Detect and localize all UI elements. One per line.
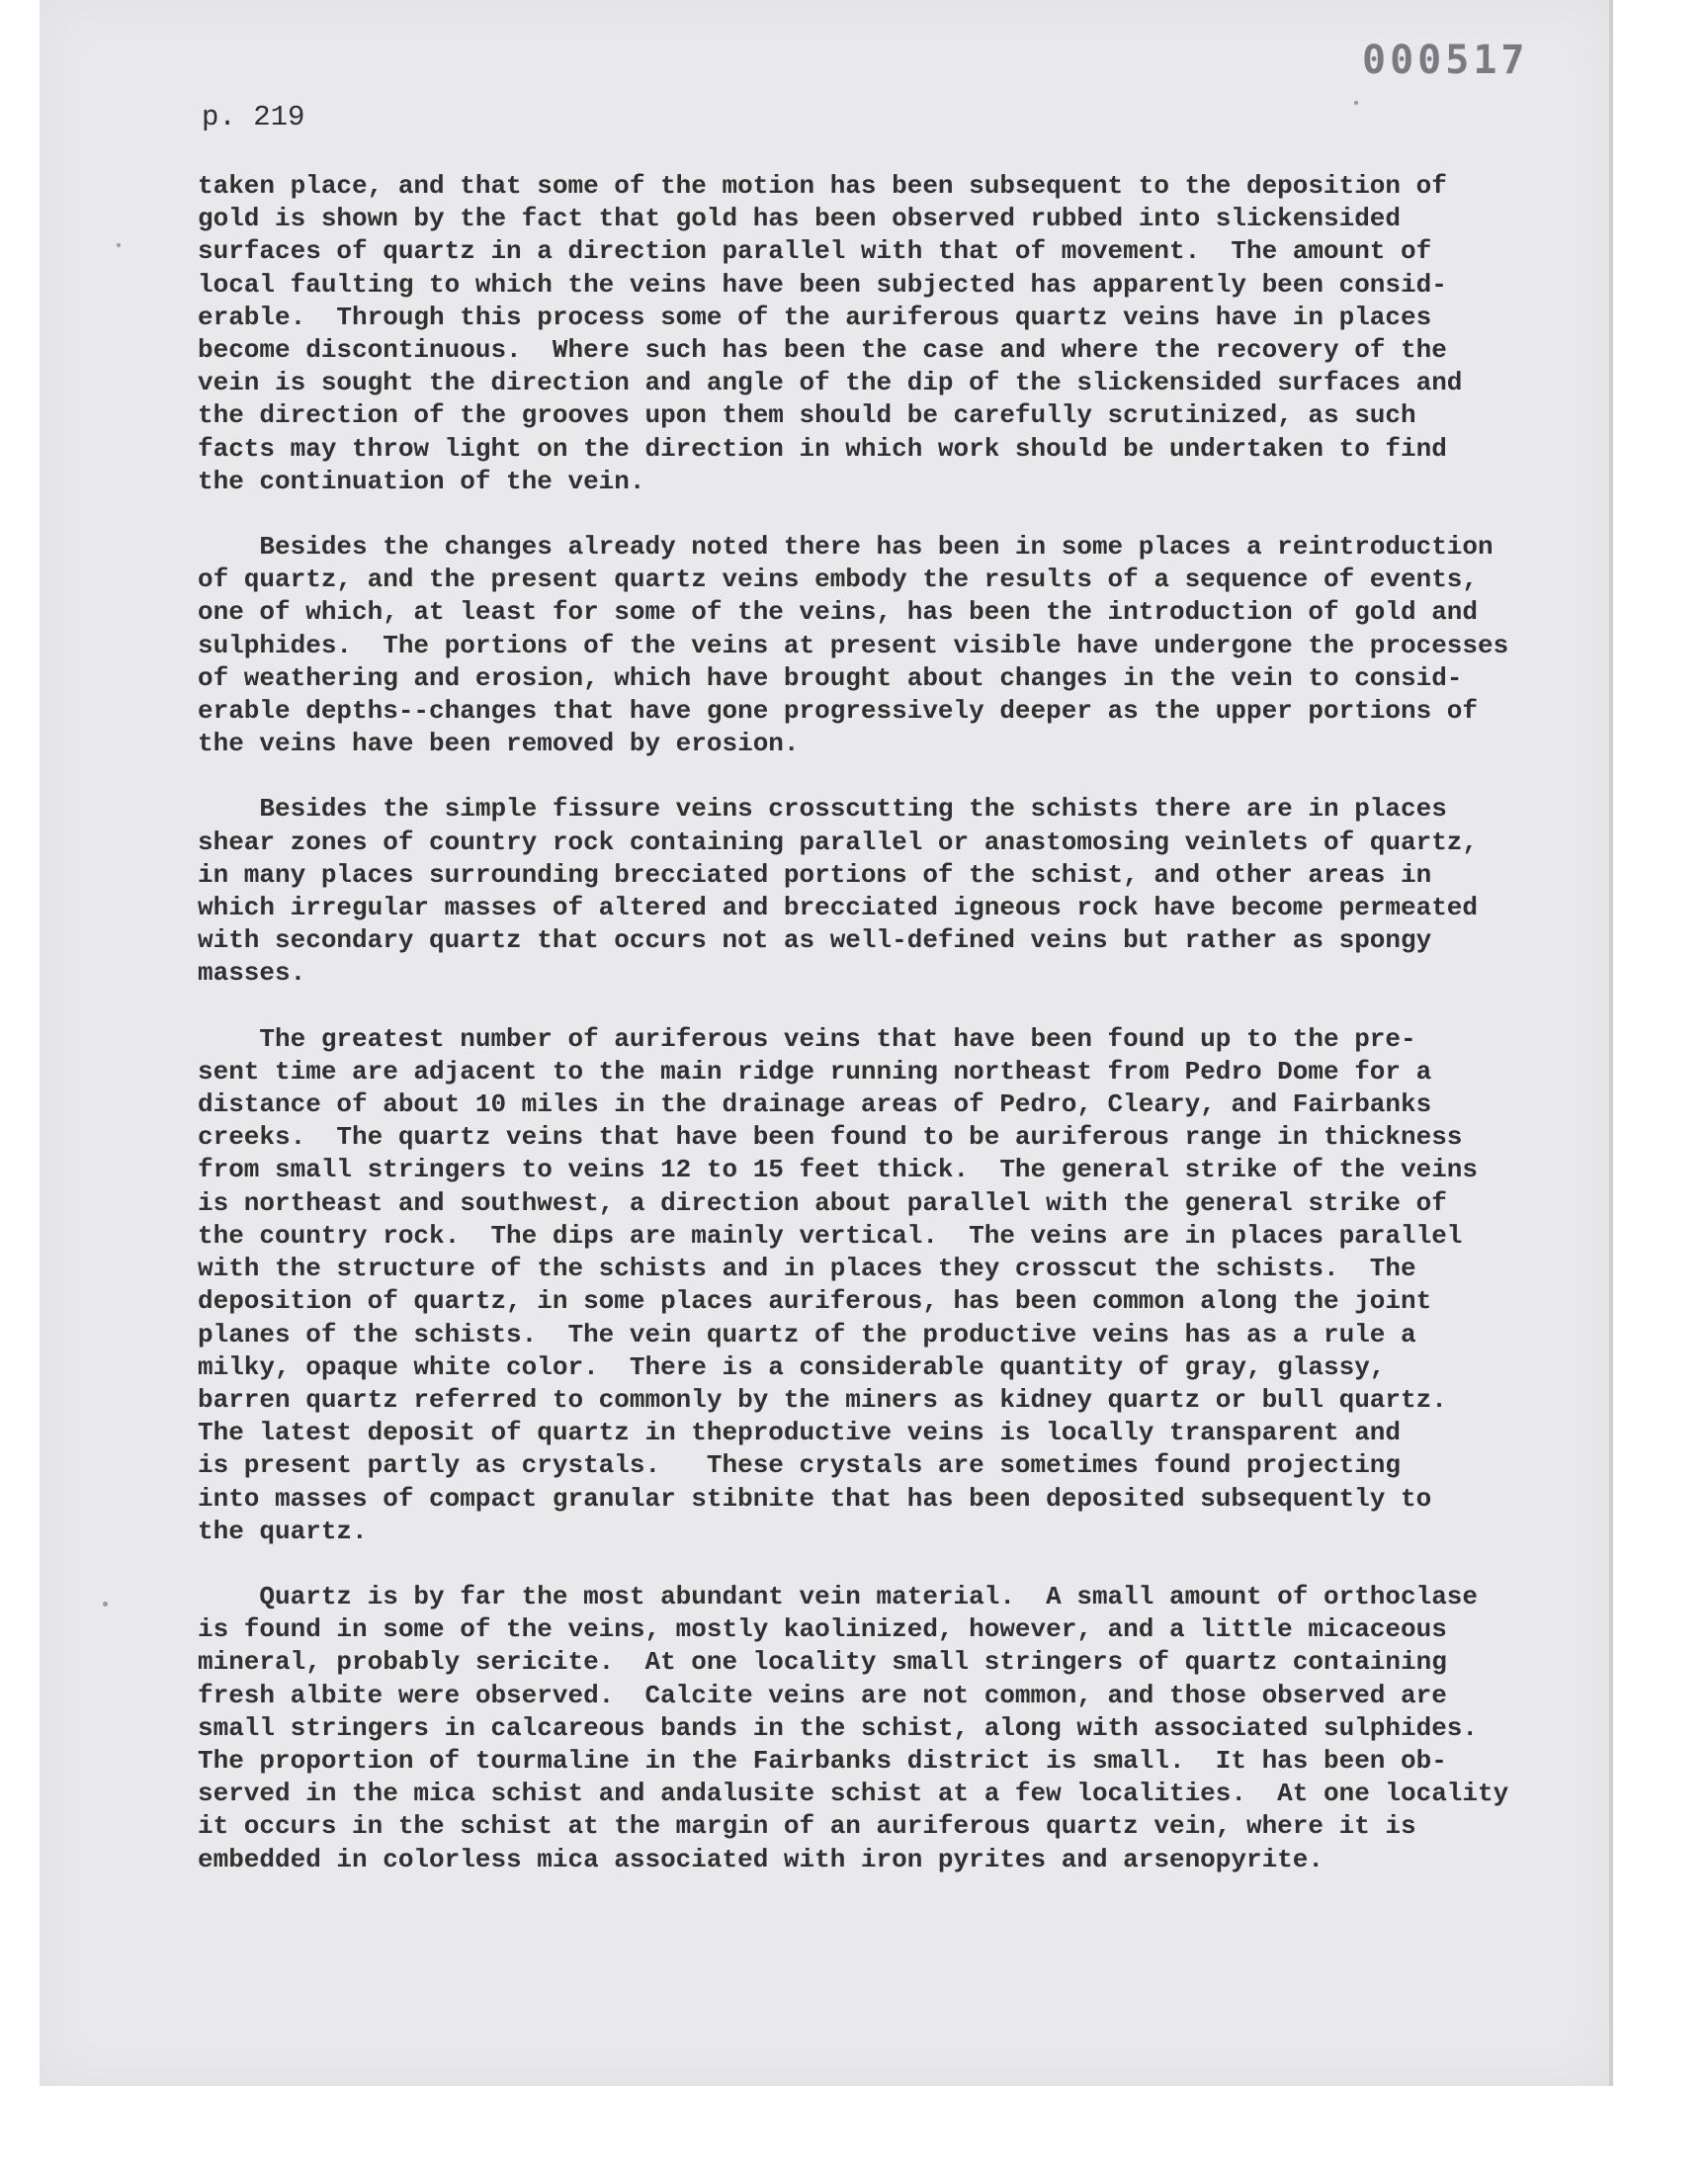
text-line: local faulting to which the veins have been subjected has apparently been consid- [198,269,1447,300]
text-line: Quartz is by far the most abundant vein material. A small amount of orthoclase [198,1581,1479,1611]
text-line: the continuation of the vein. [198,466,645,496]
text-line: is northeast and southwest, a direction about parallel with the general strike of [198,1187,1447,1218]
paragraph [198,1581,1621,1876]
text-line: surfaces of quartz in a direction parallel with that of movement. The amount of [198,236,1432,267]
scan-speck [1354,101,1358,105]
text-line: the direction of the grooves upon them should be carefully scrutinized, as such [198,400,1416,431]
text-line: mineral, probably sericite. At one locality small stringers of quartz containing [198,1647,1447,1678]
text-line: the quartz. [198,1516,368,1546]
text-line: into masses of compact granular stibnite that has been deposited subsequently to [198,1483,1432,1514]
text-line: shear zones of country rock containing parallel or anastomosing veinlets of quartz, [198,826,1479,857]
text-line: The greatest number of auriferous veins that have been found up to the pre- [198,1023,1416,1054]
text-line: taken place, and that some of the motion has been subsequent to the deposition of [198,171,1447,201]
paragraph [198,531,1621,760]
scan-speck [103,1602,108,1607]
text-line: the veins have been removed by erosion. [198,729,800,759]
page-number: p. 219 [202,101,305,133]
text-line: one of which, at least for some of the veins, has been the introduction of gold and [198,597,1479,628]
text-line: small stringers in calcareous bands in the schist, along with associated sulphides. [198,1712,1479,1743]
text-line: the country rock. The dips are mainly vertical. The veins are in places parallel [198,1220,1463,1251]
text-line: vein is sought the direction and angle of the dip of the slickensided surfaces and [198,368,1463,398]
text-line: milky, opaque white color. There is a considerable quantity of gray, glassy, [198,1351,1386,1382]
text-line: barren quartz referred to commonly by the miners as kidney quartz or bull quartz. [198,1384,1447,1415]
text-line: of weathering and erosion, which have brought about changes in the vein to consid- [198,662,1463,693]
text-line: Besides the changes already noted there has been in some places a reintroduction [198,532,1494,563]
text-line: in many places surrounding brecciated portions of the schist, and other areas in [198,859,1432,890]
text-line: facts may throw light on the direction in which work should be undertaken to find [198,433,1447,464]
text-line: from small stringers to veins 12 to 15 feet thick. The general strike of the veins [198,1155,1479,1185]
text-line: deposition of quartz, in some places auriferous, has been common along the joint [198,1286,1432,1317]
text-line: served in the mica schist and andalusite schist at a few localities. At one locality [198,1779,1509,1809]
text-line: erable. Through this process some of the auriferous quartz veins have in places [198,302,1432,332]
text-line: creeks. The quartz veins that have been found to be auriferous range in thickness [198,1122,1463,1153]
text-line: of quartz, and the present quartz veins embody the results of a sequence of events, [198,565,1479,595]
text-line: sulphides. The portions of the veins at present visible have undergone the processes [198,630,1509,660]
text-line: with secondary quartz that occurs not as well-defined veins but rather as spongy [198,925,1432,956]
document-body [198,170,1621,1909]
text-line: it occurs in the schist at the margin of an auriferous quartz vein, where it is [198,1811,1416,1842]
document-stamp-number: 000517 [1362,38,1529,83]
paragraph [198,1023,1621,1548]
text-line: is present partly as crystals. These crystals are sometimes found projecting [198,1450,1401,1481]
text-line: The proportion of tourmaline in the Fairbanks district is small. It has been ob- [198,1745,1447,1776]
text-line: Besides the simple fissure veins crosscutting the schists there are in places [198,794,1447,825]
text-line: which irregular masses of altered and brecciated igneous rock have become permeated [198,893,1479,923]
paragraph [198,170,1621,498]
text-line: erable depths--changes that have gone progressively deeper as the upper portions of [198,696,1479,727]
text-line: embedded in colorless mica associated with iron pyrites and arsenopyrite. [198,1844,1324,1874]
text-line: with the structure of the schists and in places they crosscut the schists. The [198,1254,1416,1284]
text-line: become discontinuous. Where such has been the case and where the recovery of the [198,335,1447,366]
text-line: fresh albite were observed. Calcite veins are not common, and those observed are [198,1680,1447,1710]
text-line: distance of about 10 miles in the drainage areas of Pedro, Cleary, and Fairbanks [198,1089,1432,1120]
scan-speck [117,243,121,247]
text-line: planes of the schists. The vein quartz of the productive veins has as a rule a [198,1319,1416,1349]
text-line: is found in some of the veins, mostly kaolinized, however, and a little micaceous [198,1614,1447,1645]
text-line: The latest deposit of quartz in theproductive veins is locally transparent and [198,1418,1401,1448]
text-line: sent time are adjacent to the main ridge running northeast from Pedro Dome for a [198,1056,1432,1087]
paragraph [198,793,1621,990]
text-line: gold is shown by the fact that gold has been observed rubbed into slickensided [198,204,1401,234]
text-line: masses. [198,958,306,989]
